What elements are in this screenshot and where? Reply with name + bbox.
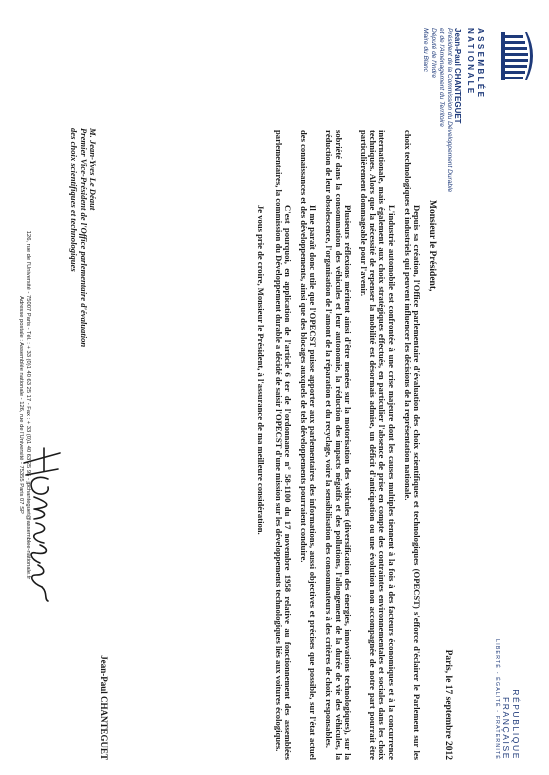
sender-title-line: Député de l'Indre [430, 28, 437, 79]
republic-title: RÉPUBLIQUE FRANÇAISE [501, 689, 521, 760]
closing-paragraph: Je vous prie de croire, Monsieur le Président, à l'assurance de ma meilleure considération. [256, 205, 267, 535]
salutation: Monsieur le Président, [427, 200, 437, 292]
recipient-line: M. Jean-Yves Le Déaut [88, 128, 98, 211]
sender-title-line: Maire du Blanc [422, 28, 429, 72]
body-paragraph: C'est pourquoi, en application de l'article 6 ter de l'ordonnance n° 58-1100 du 17 novembre 1958 relative au fonctionnement des assemblées parlementaires, la commission du Développement durable a décidé de saisir l'OPECST d'une mission sur les développements technologiques liés aux voitures écologiques. [273, 130, 293, 760]
letter-body [249, 130, 421, 760]
footer [16, 60, 31, 750]
sender-title-line: et de l'Aménagement du Territoire [438, 28, 445, 127]
recipient-line: Premier Vice-Président de l'Office parlementaire d'évaluation [78, 128, 89, 348]
signer-name: Jean-Paul CHANTEGUET [99, 655, 109, 760]
footer-postal-line: Adresse postale : Assemblée nationale - 126, rue de l'Université - 75355 Paris 07 SP [17, 296, 24, 514]
assembly-name-line1: ASSEMBLÉE [476, 28, 485, 100]
republic-motto: LIBERTÉ - ÉGALITÉ - FRATERNITÉ [494, 639, 500, 760]
letter-date: Paris, le 17 septembre 2012 [443, 649, 453, 760]
sender-name: Jean-Paul CHANTEGUET [453, 28, 462, 124]
recipient-line: des choix scientifiques et technologiques [69, 128, 80, 272]
assembly-name-line2: NATIONALE [466, 28, 475, 96]
body-paragraph: Plusieurs réflexions méritent ainsi d'être menées sur la motorisation des véhicules (diversification des énergies, innovations technologiques), sur la sobriété dans la consommation des véhicules et leur autonomie, la réduction des impacts négatifs et des pollutions, l'allongement de la durée de vie des véhicules, la réduction de leur obsolescence, l'organisation de l'amont de la réparation et du recyclage, voire la sensibilisation des consommateurs à des critères de choix responsables. [324, 130, 353, 760]
body-paragraph: Depuis sa création, l'Office parlementaire d'évaluation des choix scientifiques et technologiques (OPECST) s'efforce d'éclairer le Parlement sur les choix technologiques et industriels qui peuvent influencer les décisions de la représentation nationale. [402, 130, 422, 760]
body-paragraph: Il me paraît donc utile que l'OPECST puisse apporter aux parlementaires des informations, aussi objectives et précises que possible, sur l'état actuel des connaissances et des développements, ainsi que des blocages auxquels de tels développements pourraient conduire. [298, 130, 319, 760]
assembly-name [465, 28, 485, 118]
assemblee-nationale-logo-icon [485, 28, 541, 84]
republic-block [494, 630, 521, 760]
recipient-block [69, 128, 97, 428]
sender-title-line: Président de la Commission du Développement Durable [446, 28, 453, 193]
sender-block [421, 28, 461, 228]
body-paragraph: L'industrie automobile est confrontée à une crise majeure dont les causes multiples tiennent à la fois à des facteurs économiques et à la concurrence internationale, mais également aux choix stratégiques effectués, en particulier l'absence de prise en compte des contraintes environnementales et sociales dans les choix techniques. Alors que la nécessité de repenser la mobilité est désormais admise, un déficit d'anticipation ou une évolution non accompagnée de notre part pourrait être particulièrement dommageable pour l'avenir. [358, 130, 397, 760]
footer-address-line: 126, rue de l'Université - 75007 Paris - Tél. : + 33 (0)1 40 63 25 17 - Fax : + 33 (0)1 40 63 25 95 - jpchanteguet@assemblee-nationale.fr [25, 230, 31, 580]
